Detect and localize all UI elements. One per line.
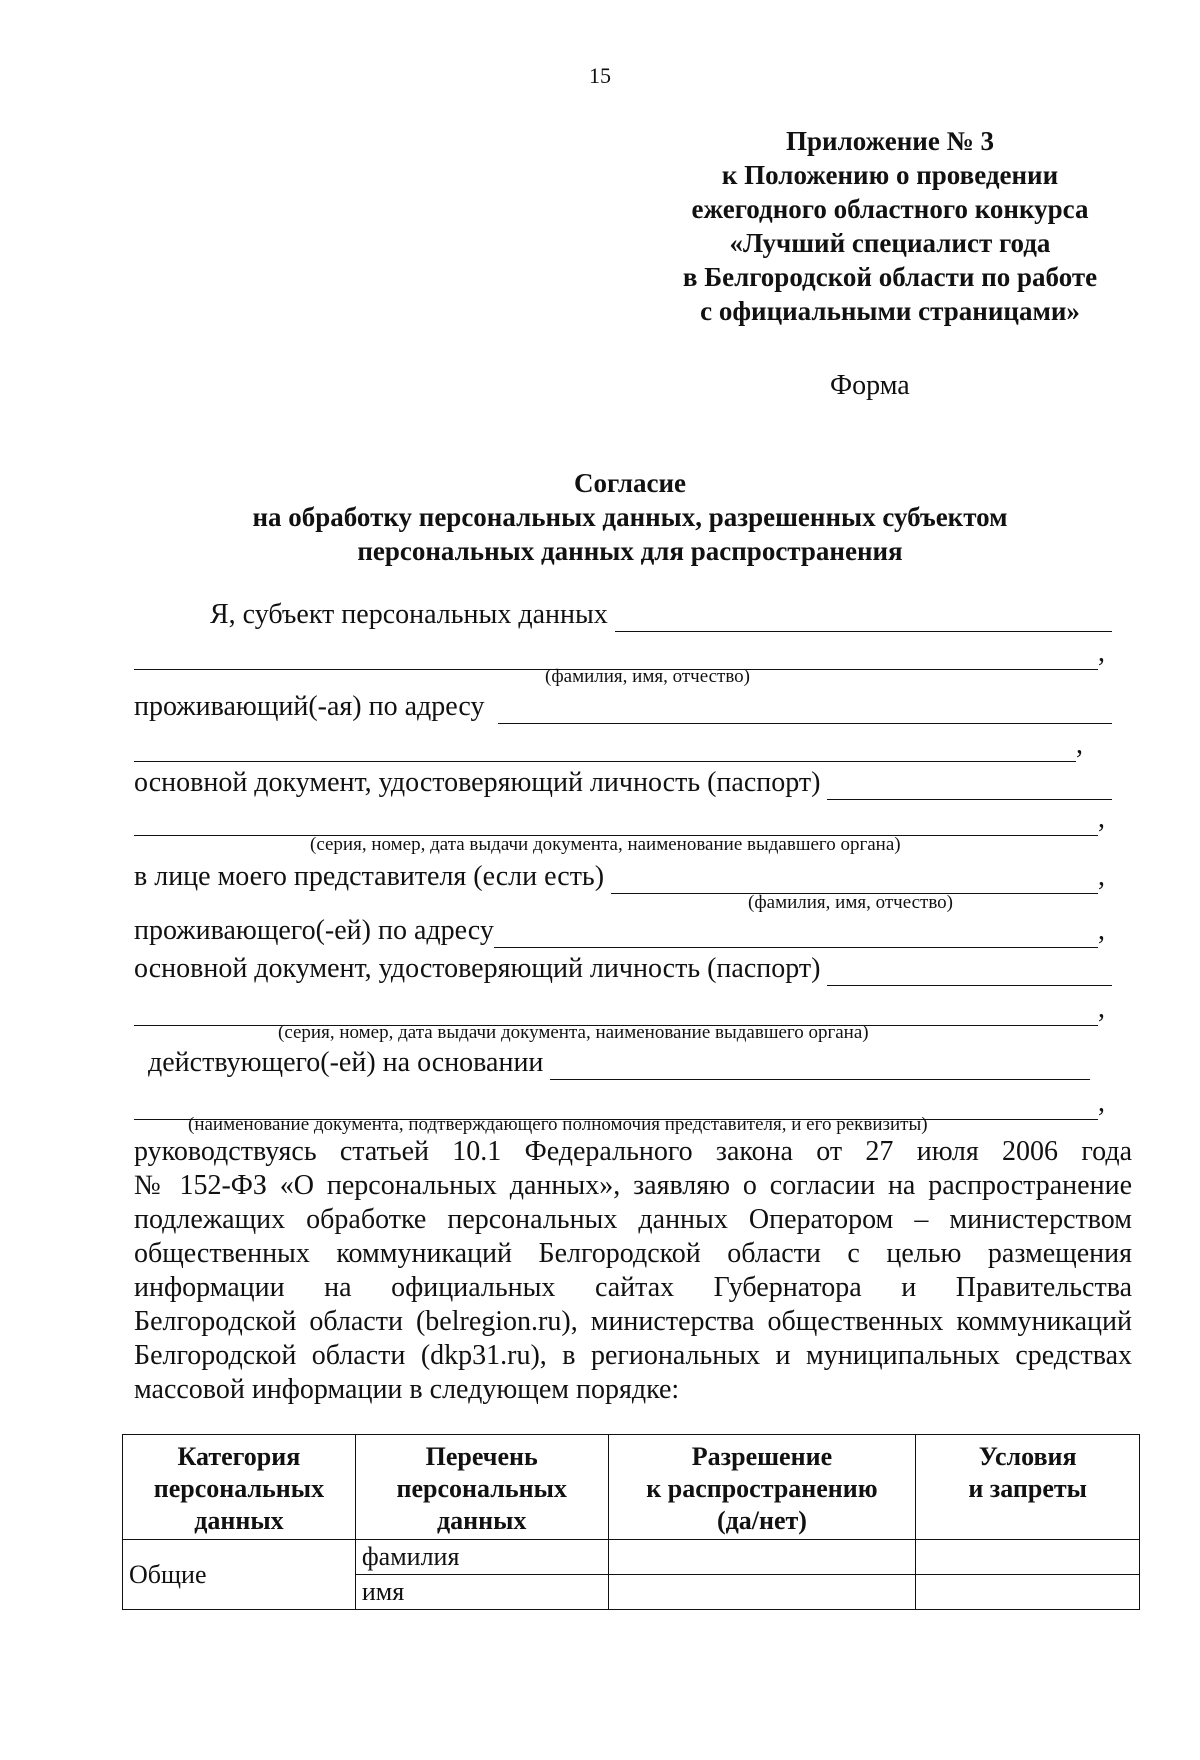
rep-passport-row-2 [134, 992, 1112, 1026]
paragraph-line: № 152-ФЗ «О персональных данных», заявляю о согласии на распространение [134, 1170, 1132, 1201]
hint-passport: (серия, номер, дата выдачи документа, наименование выдавшего органа) [310, 834, 901, 855]
title-line: на обработку персональных данных, разрешенных субъектом [252, 502, 1008, 532]
appendix-line: в Белгородской области по работе [682, 262, 1098, 292]
subject-name-field[interactable] [615, 607, 1112, 632]
appendix-line: «Лучший специалист года [729, 228, 1051, 258]
rep-address-row [134, 914, 1112, 948]
passport-label: основной документ, удостоверяющий личность (паспорт) [134, 767, 821, 798]
passport-field-2[interactable] [134, 811, 1098, 836]
appendix-line: к Положению о проведении [721, 160, 1059, 190]
passport-row-2 [134, 802, 1112, 836]
item-cell: фамилия [355, 1540, 608, 1575]
comma: , [1098, 993, 1105, 1024]
comma: , [1098, 803, 1105, 834]
subject-name-row [210, 598, 1112, 632]
address-row [134, 690, 1112, 724]
appendix-line: Приложение № 3 [786, 126, 994, 156]
basis-row [148, 1046, 1090, 1080]
paragraph-line: информации на официальных сайтах Губернатора и Правительства [134, 1272, 1132, 1303]
passport-row [134, 766, 1112, 800]
basis-field[interactable] [550, 1055, 1090, 1080]
rep-address-label: проживающего(-ей) по адресу [134, 915, 494, 946]
permission-cell[interactable] [608, 1575, 916, 1610]
rep-address-field[interactable] [494, 923, 1098, 948]
hint-basis: (наименование документа, подтверждающего полномочия представителя, и его реквизиты) [188, 1114, 928, 1135]
comma: , [1098, 861, 1105, 892]
permission-cell[interactable] [608, 1540, 916, 1575]
subject-label: Я, субъект персональных данных [210, 599, 608, 630]
address-field[interactable] [498, 699, 1112, 724]
item-cell: имя [355, 1575, 608, 1610]
paragraph-line: общественных коммуникаций Белгородской области с целью размещения [134, 1238, 1132, 1269]
comma: , [1098, 637, 1105, 668]
document-title [0, 466, 1200, 568]
address-row-2 [134, 728, 1090, 762]
consent-paragraph [134, 1135, 1132, 1407]
representative-field[interactable] [611, 869, 1098, 894]
appendix-line: ежегодного областного конкурса [691, 194, 1089, 224]
subject-name-row-2 [134, 636, 1112, 670]
header-list: Перечень персональных данных [355, 1435, 608, 1540]
comma: , [1098, 1087, 1105, 1118]
basis-label: действующего(-ей) на основании [148, 1047, 544, 1078]
hint-fio: (фамилия, имя, отчество) [545, 666, 751, 687]
rep-passport-field[interactable] [827, 961, 1112, 986]
consent-table [122, 1434, 1140, 1610]
paragraph-line: Белгородской области (belregion.ru), министерства общественных коммуникаций [134, 1306, 1132, 1337]
address-label: проживающий(-ая) по адресу [134, 691, 485, 722]
appendix-line: с официальными страницами» [700, 296, 1080, 326]
paragraph-line: массовой информации в следующем порядке: [134, 1374, 680, 1405]
comma: , [1098, 915, 1105, 946]
title-line: Согласие [573, 468, 687, 498]
appendix-header [630, 124, 1150, 328]
table-row [123, 1540, 1140, 1575]
form-label: Форма [830, 370, 910, 401]
hint-rep-passport: (серия, номер, дата выдачи документа, наименование выдавшего органа) [278, 1022, 869, 1043]
rep-passport-row [134, 952, 1112, 986]
paragraph-line: Белгородской области (dkp31.ru), в региональных и муниципальных средствах [134, 1340, 1132, 1371]
address-field-2[interactable] [134, 737, 1076, 762]
representative-row [134, 860, 1112, 894]
conditions-cell[interactable] [916, 1575, 1140, 1610]
paragraph-line: подлежащих обработке персональных данных Оператором – министерством [134, 1204, 1132, 1235]
comma: , [1076, 729, 1083, 760]
hint-representative-fio: (фамилия, имя, отчество) [748, 892, 954, 913]
page-number: 15 [589, 63, 611, 88]
paragraph-line: руководствуясь статьей 10.1 Федерального закона от 27 июля 2006 года [134, 1136, 1132, 1167]
title-line: персональных данных для распространения [357, 536, 903, 566]
header-permission: Разрешение к распространению (да/нет) [608, 1435, 916, 1540]
representative-label: в лице моего представителя (если есть) [134, 861, 605, 892]
conditions-cell[interactable] [916, 1540, 1140, 1575]
header-conditions: Условия и запреты [916, 1435, 1140, 1540]
passport-field[interactable] [827, 775, 1112, 800]
rep-passport-label: основной документ, удостоверяющий личность (паспорт) [134, 953, 821, 984]
category-cell: Общие [123, 1540, 356, 1610]
header-category: Категория персональных данных [123, 1435, 356, 1540]
table-header-row [123, 1435, 1140, 1540]
